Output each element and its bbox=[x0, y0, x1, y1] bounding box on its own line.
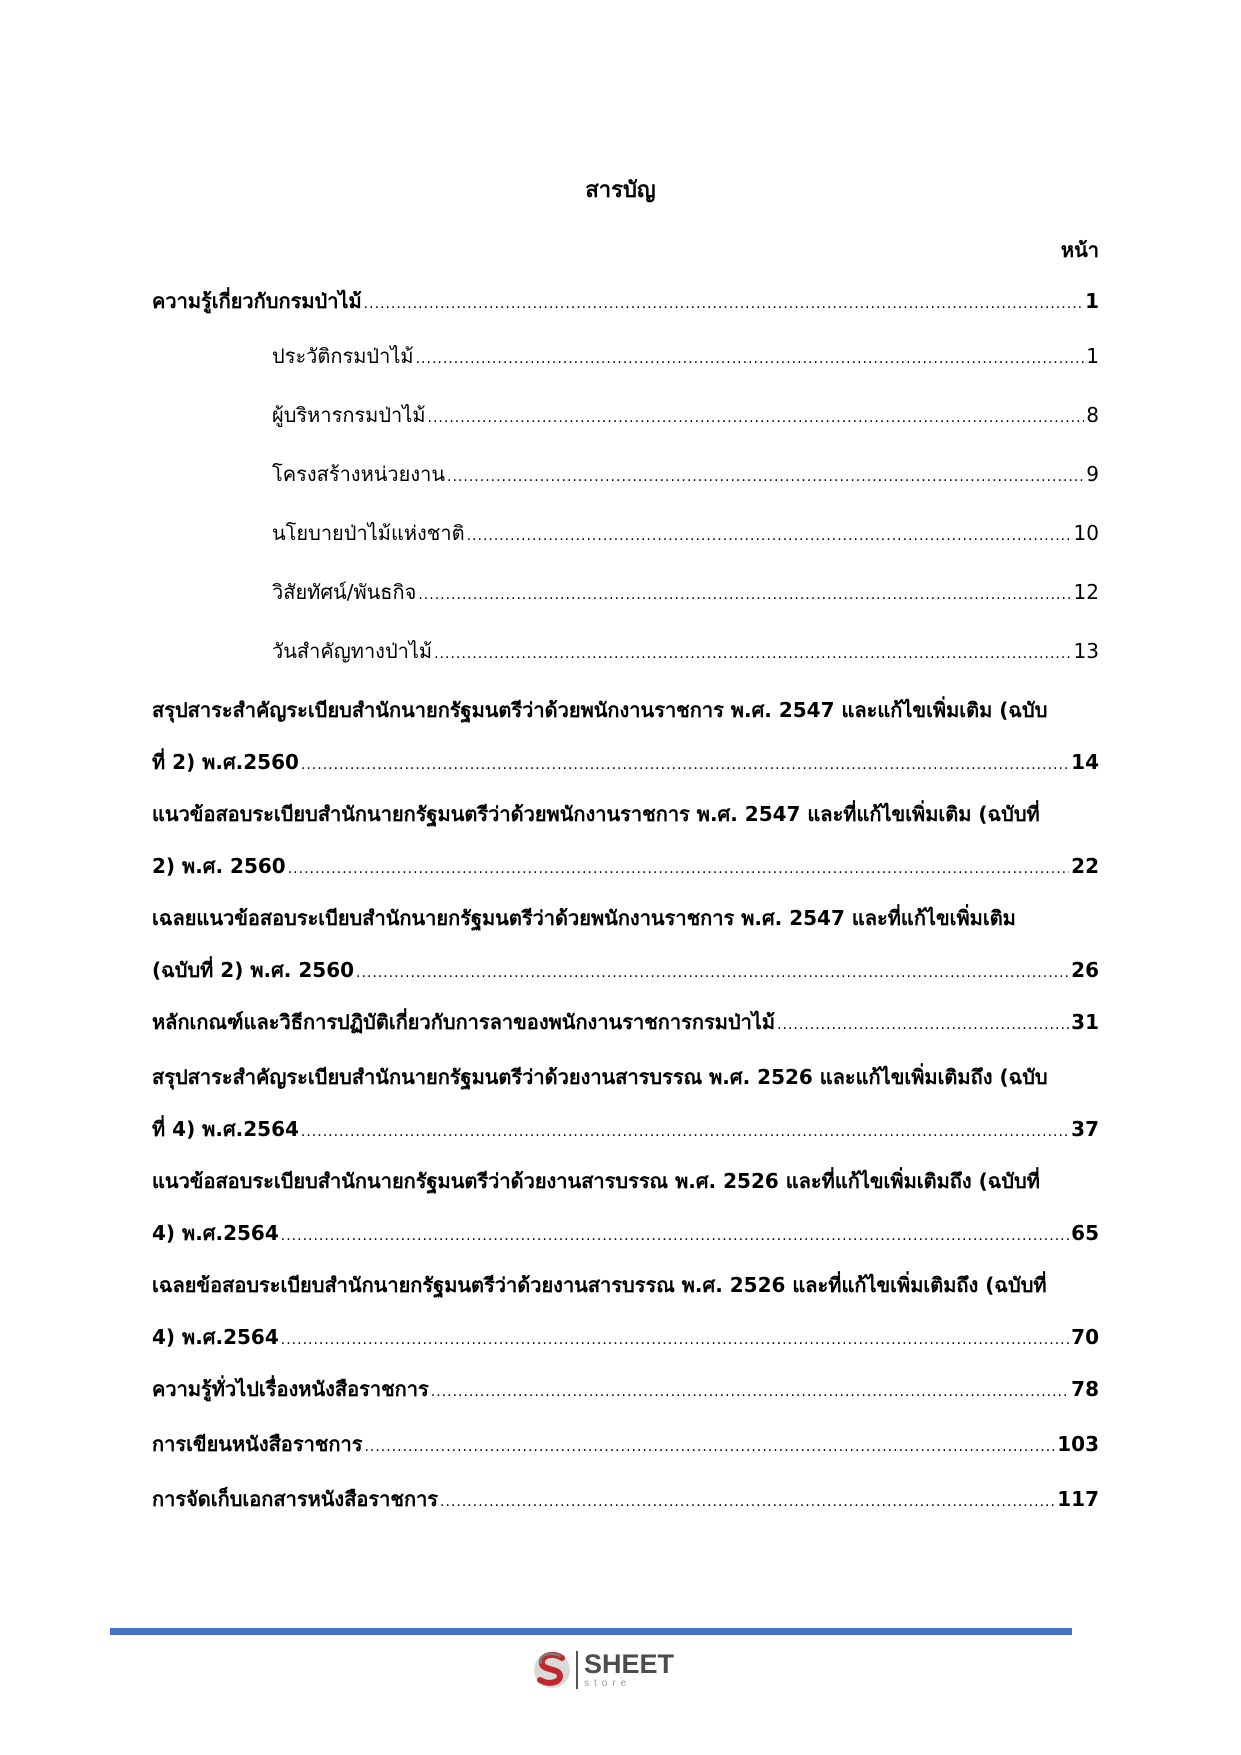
toc-main-entry[interactable] bbox=[152, 1063, 1099, 1143]
toc-entry-label: วิสัยทัศน์/พันธกิจ bbox=[272, 580, 417, 604]
toc-dot-leader bbox=[301, 758, 1069, 772]
toc-entry-line bbox=[152, 1323, 1099, 1351]
toc-entry-label: ความรู้ทั่วไปเรื่องหนังสือราชการ bbox=[152, 1377, 429, 1401]
toc-entry-label: ประวัติกรมป่าไม้ bbox=[272, 344, 414, 368]
toc-main-entry[interactable] bbox=[152, 1008, 1099, 1036]
toc-entry-label: โครงสร้างหน่วยงาน bbox=[272, 462, 446, 486]
toc-entry-label: ที่ 4) พ.ศ.2564 bbox=[152, 1117, 299, 1141]
toc-page-number: 103 bbox=[1057, 1432, 1099, 1456]
toc-page-number: 1 bbox=[1085, 289, 1099, 313]
toc-dot-leader bbox=[777, 1018, 1069, 1032]
toc-sub-entry[interactable] bbox=[152, 637, 1099, 665]
toc-entry-label-line1: แนวข้อสอบระเบียบสำนักนายกรัฐมนตรีว่าด้วยพนักงานราชการ พ.ศ. 2547 และที่แก้ไขเพิ่มเติม (ฉบับที่ bbox=[152, 802, 1040, 826]
toc-entry-label: การเขียนหนังสือราชการ bbox=[152, 1432, 363, 1456]
toc-dot-leader bbox=[431, 1385, 1069, 1399]
toc-dot-leader bbox=[364, 1440, 1055, 1454]
toc-entry-line bbox=[272, 637, 1099, 665]
toc-page-number: 9 bbox=[1086, 462, 1099, 486]
toc-main-entry[interactable] bbox=[152, 696, 1099, 776]
toc-dot-leader bbox=[467, 529, 1072, 543]
toc-main-entry[interactable] bbox=[152, 1167, 1099, 1247]
toc-page-number: 65 bbox=[1071, 1221, 1099, 1245]
logo-separator bbox=[576, 1651, 578, 1689]
toc-entry-line bbox=[272, 519, 1099, 547]
sheet-store-s-logo-icon bbox=[532, 1649, 572, 1691]
toc-main-entry[interactable] bbox=[152, 287, 1099, 315]
logo-subtext: store bbox=[584, 1678, 632, 1689]
toc-entry-label: (ฉบับที่ 2) พ.ศ. 2560 bbox=[152, 958, 355, 982]
toc-sub-entry[interactable] bbox=[152, 401, 1099, 429]
toc-page-number: 1 bbox=[1086, 344, 1099, 368]
toc-dot-leader bbox=[440, 1495, 1055, 1509]
toc-entry-line bbox=[152, 287, 1099, 315]
toc-dot-leader bbox=[428, 411, 1085, 425]
toc-entry-line bbox=[272, 578, 1099, 606]
table-of-contents bbox=[152, 287, 1099, 1540]
toc-entry-label-line1: แนวข้อสอบระเบียบสำนักนายกรัฐมนตรีว่าด้วยงานสารบรรณ พ.ศ. 2526 และที่แก้ไขเพิ่มเติมถึง (ฉบับที่ bbox=[152, 1169, 1040, 1193]
toc-entry-line bbox=[152, 956, 1099, 984]
toc-dot-leader bbox=[364, 297, 1083, 311]
toc-entry-label: 4) พ.ศ.2564 bbox=[152, 1325, 279, 1349]
toc-dot-leader bbox=[281, 1333, 1069, 1347]
toc-page-number: 78 bbox=[1071, 1377, 1099, 1401]
toc-entry-label: ที่ 2) พ.ศ.2560 bbox=[152, 750, 299, 774]
toc-sub-entry[interactable] bbox=[152, 578, 1099, 606]
toc-main-entry[interactable] bbox=[152, 1485, 1099, 1513]
toc-sub-entry[interactable] bbox=[152, 519, 1099, 547]
toc-entry-label: การจัดเก็บเอกสารหนังสือราชการ bbox=[152, 1487, 439, 1511]
toc-main-entry[interactable] bbox=[152, 1375, 1099, 1403]
toc-entry-label-line1: เฉลยแนวข้อสอบระเบียบสำนักนายกรัฐมนตรีว่าด้วยพนักงานราชการ พ.ศ. 2547 และที่แก้ไขเพิ่มเติม bbox=[152, 906, 1016, 930]
toc-entry-label-line1: สรุปสาระสำคัญระเบียบสำนักนายกรัฐมนตรีว่าด้วยงานสารบรรณ พ.ศ. 2526 และแก้ไขเพิ่มเติมถึง (ฉบับ bbox=[152, 1065, 1048, 1089]
toc-dot-leader bbox=[301, 1125, 1069, 1139]
toc-entry-line bbox=[152, 748, 1099, 776]
toc-sub-entry[interactable] bbox=[152, 342, 1099, 370]
toc-main-entry[interactable] bbox=[152, 904, 1099, 984]
toc-page-number: 13 bbox=[1073, 639, 1099, 663]
toc-dot-leader bbox=[418, 588, 1071, 602]
toc-main-entry[interactable] bbox=[152, 1271, 1099, 1351]
toc-entry-line bbox=[272, 401, 1099, 429]
toc-dot-leader bbox=[356, 966, 1069, 980]
toc-page-number: 8 bbox=[1086, 403, 1099, 427]
toc-entry-label: วันสำคัญทางป่าไม้ bbox=[272, 639, 433, 663]
toc-dot-leader bbox=[288, 862, 1069, 876]
toc-entry-line bbox=[152, 1430, 1099, 1458]
toc-entry-label: 4) พ.ศ.2564 bbox=[152, 1221, 279, 1245]
toc-dot-leader bbox=[416, 352, 1085, 366]
footer-rule bbox=[110, 1628, 1072, 1635]
toc-dot-leader bbox=[434, 647, 1071, 661]
toc-main-entry[interactable] bbox=[152, 1430, 1099, 1458]
toc-entry-label: ความรู้เกี่ยวกับกรมป่าไม้ bbox=[152, 289, 362, 313]
toc-entry-line bbox=[272, 460, 1099, 488]
toc-entry-line bbox=[152, 1375, 1099, 1403]
toc-page-number: 117 bbox=[1057, 1487, 1099, 1511]
toc-entry-label: ผู้บริหารกรมป่าไม้ bbox=[272, 403, 426, 427]
toc-entry-label-line1: เฉลยข้อสอบระเบียบสำนักนายกรัฐมนตรีว่าด้วยงานสารบรรณ พ.ศ. 2526 และที่แก้ไขเพิ่มเติมถึง (ฉบับที่ bbox=[152, 1273, 1047, 1297]
toc-entry-line bbox=[152, 1219, 1099, 1247]
toc-page-number: 12 bbox=[1073, 580, 1099, 604]
toc-page-number: 14 bbox=[1071, 750, 1099, 774]
toc-entry-label-line1: สรุปสาระสำคัญระเบียบสำนักนายกรัฐมนตรีว่าด้วยพนักงานราชการ พ.ศ. 2547 และแก้ไขเพิ่มเติม (ฉบับ bbox=[152, 698, 1048, 722]
toc-entry-line bbox=[272, 342, 1099, 370]
toc-entry-line bbox=[152, 852, 1099, 880]
toc-entry-line bbox=[152, 1485, 1099, 1513]
toc-page-number: 10 bbox=[1073, 521, 1099, 545]
toc-dot-leader bbox=[447, 470, 1084, 484]
toc-page-number: 26 bbox=[1071, 958, 1099, 982]
toc-entry-label: นโยบายป่าไม้แห่งชาติ bbox=[272, 521, 465, 545]
toc-sub-entry[interactable] bbox=[152, 460, 1099, 488]
toc-main-entry[interactable] bbox=[152, 800, 1099, 880]
toc-entry-line bbox=[152, 1008, 1099, 1036]
page-column-header: หน้า bbox=[1060, 238, 1099, 262]
toc-entry-line bbox=[152, 1115, 1099, 1143]
logo-text bbox=[584, 1651, 674, 1689]
toc-entry-label: หลักเกณฑ์และวิธีการปฏิบัติเกี่ยวกับการลาของพนักงานราชการกรมป่าไม้ bbox=[152, 1010, 776, 1034]
toc-entry-label: 2) พ.ศ. 2560 bbox=[152, 854, 286, 878]
toc-page-number: 70 bbox=[1071, 1325, 1099, 1349]
page-title: สารบัญ bbox=[585, 178, 656, 203]
toc-dot-leader bbox=[281, 1229, 1069, 1243]
logo-word: SHEET bbox=[584, 1649, 675, 1679]
toc-page-number: 31 bbox=[1071, 1010, 1099, 1034]
toc-page-number: 37 bbox=[1071, 1117, 1099, 1141]
toc-page-number: 22 bbox=[1071, 854, 1099, 878]
footer-logo bbox=[532, 1648, 674, 1692]
